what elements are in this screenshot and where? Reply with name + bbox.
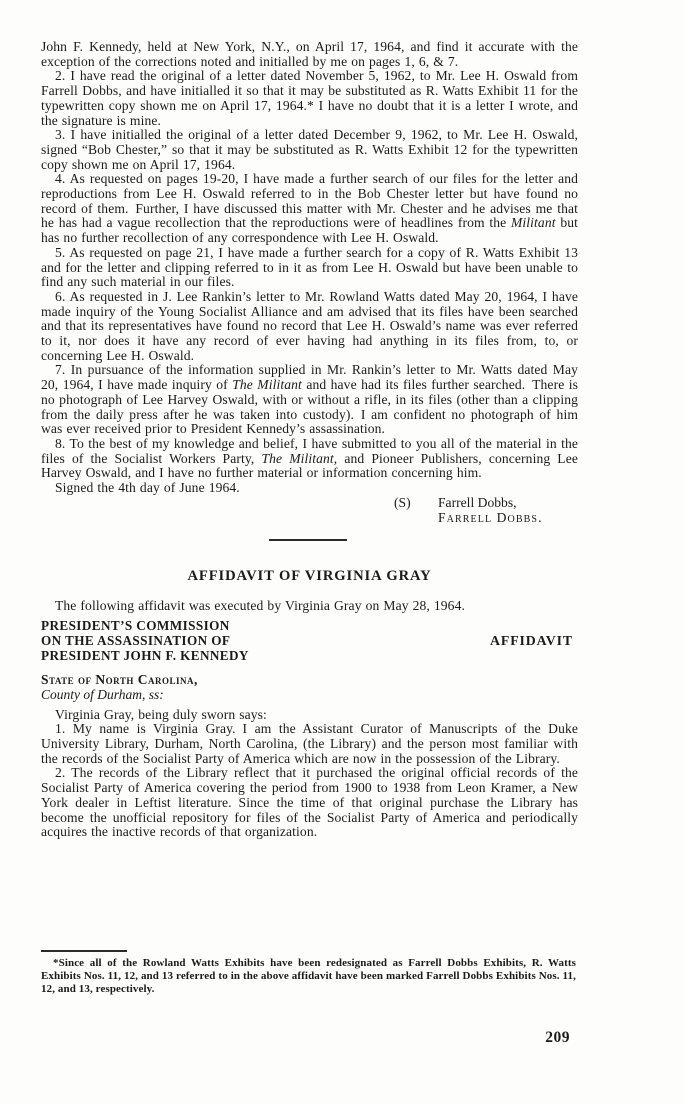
paragraph (41, 172, 578, 246)
text-segment: 2. The records of the Library reflect that it purchased the original official records of the Socialist Party of America covering the period from 1900 to 1938 from Leon Kramer, a New York dealer in Leftist literature. Since the time of that original purchase the Library has become the unofficial repository for files of the Socialist Party of America and periodically acquires the inactive records of that organization. (41, 765, 578, 840)
commission-line-3: PRESIDENT JOHN F. KENNEDY (41, 647, 249, 663)
page-text-block (41, 40, 578, 840)
text-segment: 5. As requested on page 21, I have made a further search for a copy of R. Watts Exhibit 13 and for the letter and clipping referred to in it as from Lee H. Oswald but have been unable to find any such material in our files. (41, 244, 578, 290)
document-type-label: AFFIDAVIT (490, 633, 573, 649)
venue-county-line: County of Durham, ss: (41, 687, 164, 703)
signature-s-mark: (S) (394, 495, 411, 511)
paragraph (41, 363, 578, 437)
section-divider-rule (269, 539, 347, 541)
text-segment: and have had its files further searched. There is no photograph of Lee Harvey Oswald, with or without a rifle, in its files (other than a clipping from the daily press after he was taken into custody). I am confident no photograph of him was ever received prior to President Kennedy’s assassination. (41, 377, 578, 437)
text-segment: John F. Kennedy, held at New York, N.Y., on April 17, 1964, and find it accurate with the exception of the corrections noted and initialled by me on pages 1, 6, & 7. (41, 39, 578, 69)
gray-affidavit-paragraphs (41, 722, 578, 840)
signature-signed-name: Farrell Dobbs, (438, 495, 517, 511)
paragraph (41, 246, 578, 290)
commission-line-1: PRESIDENT’S COMMISSION (41, 618, 230, 634)
text-segment: , and Pioneer Publishers, concerning Lee Harvey Oswald, and I have no further material or information concerning him. (41, 450, 578, 481)
commission-lines (41, 619, 249, 663)
venue-state-line: State of North Carolina, (41, 672, 198, 688)
footnote-text: *Since all of the Rowland Watts Exhibits have been redesignated as Farrell Dobbs Exhibits, R. Watts Exhibits Nos. 11, 12, and 13 referred to in the above affidavit have been marked Farrell Dobbs Exhibits Nos. 11, 12, and 13, respectively. (41, 957, 576, 996)
italic-text-segment: The Militant (261, 450, 334, 466)
paragraph (41, 722, 578, 766)
sworn-statement-line: Virginia Gray, being duly sworn says: (55, 706, 267, 722)
text-segment: 4. As requested on pages 19-20, I have made a further search of our files for the letter and reproductions from Lee H. Oswald referred to in the Bob Chester letter but have found no record of them. Further, I have discussed this matter with Mr. Chester and he advises me that he has had a vague recollection that the reproductions were of headlines from the (41, 171, 578, 231)
venue-block (41, 672, 578, 702)
text-segment: 7. In pursuance of the information supplied in Mr. Rankin’s letter to Mr. Watts dated May 20, 1964, I have made inquiry of (41, 362, 578, 393)
dobbs-affidavit-paragraphs (41, 40, 578, 496)
text-segment: 8. To the best of my knowledge and belief, I have submitted to you all of the material in the files of the Socialist Workers Party, (41, 435, 578, 466)
text-segment: 3. I have initialled the original of a letter dated December 9, 1962, to Mr. Lee H. Oswald, signed “Bob Chester,” so that it may be substituted as R. Watts Exhibit 12 for the typewritten copy shown me on April 17, 1964. (41, 127, 578, 172)
paragraph (41, 69, 578, 128)
affidavit-heading: AFFIDAVIT OF VIRGINIA GRAY (187, 567, 432, 584)
paragraph (41, 437, 578, 481)
signature-typed-name: Farrell Dobbs. (438, 510, 543, 525)
commission-line-2: ON THE ASSASSINATION OF (41, 633, 231, 648)
text-segment: but has no further recollection of any correspondence with Lee H. Oswald. (41, 215, 579, 246)
italic-text-segment: The Militant (232, 377, 302, 393)
paragraph (41, 481, 578, 496)
commission-block (41, 619, 578, 663)
text-segment: 1. My name is Virginia Gray. I am the Assistant Curator of Manuscripts of the Duke University Library, Durham, North Carolina, (the Library) and the person most familiar with the records of the Socialist Party of America which are now in the possession of the Library. (41, 721, 578, 766)
italic-text-segment: Militant (511, 215, 556, 231)
paragraph (41, 766, 578, 840)
text-segment: 2. I have read the original of a letter dated November 5, 1962, to Mr. Lee H. Oswald from Farrell Dobbs, and have initialled it so that it may be substituted as R. Watts Exhibit 11 for the typewritten copy shown me on April 17, 1964.* I have no doubt that it is a letter I wrote, and the signature is mine. (41, 68, 578, 128)
page-number: 209 (545, 1029, 570, 1046)
text-segment: 6. As requested in J. Lee Rankin’s letter to Mr. Rowland Watts dated May 20, 1964, I have made inquiry of the Young Socialist Alliance and am advised that its files have been searched and that its representatives have found no record that Lee H. Oswald’s name was ever referred to it, nor does it have any record of ever having had anything in its files from, to, or concerning Lee H. Oswald. (41, 288, 578, 363)
signature-block (394, 496, 564, 525)
signature-line (394, 496, 564, 511)
affidavit-intro-line: The following affidavit was executed by Virginia Gray on May 28, 1964. (55, 597, 465, 613)
paragraph (41, 290, 578, 364)
footnote-separator-rule (41, 950, 127, 952)
paragraph (41, 40, 578, 69)
paragraph (41, 128, 578, 172)
text-segment: Signed the 4th day of June 1964. (55, 480, 240, 496)
